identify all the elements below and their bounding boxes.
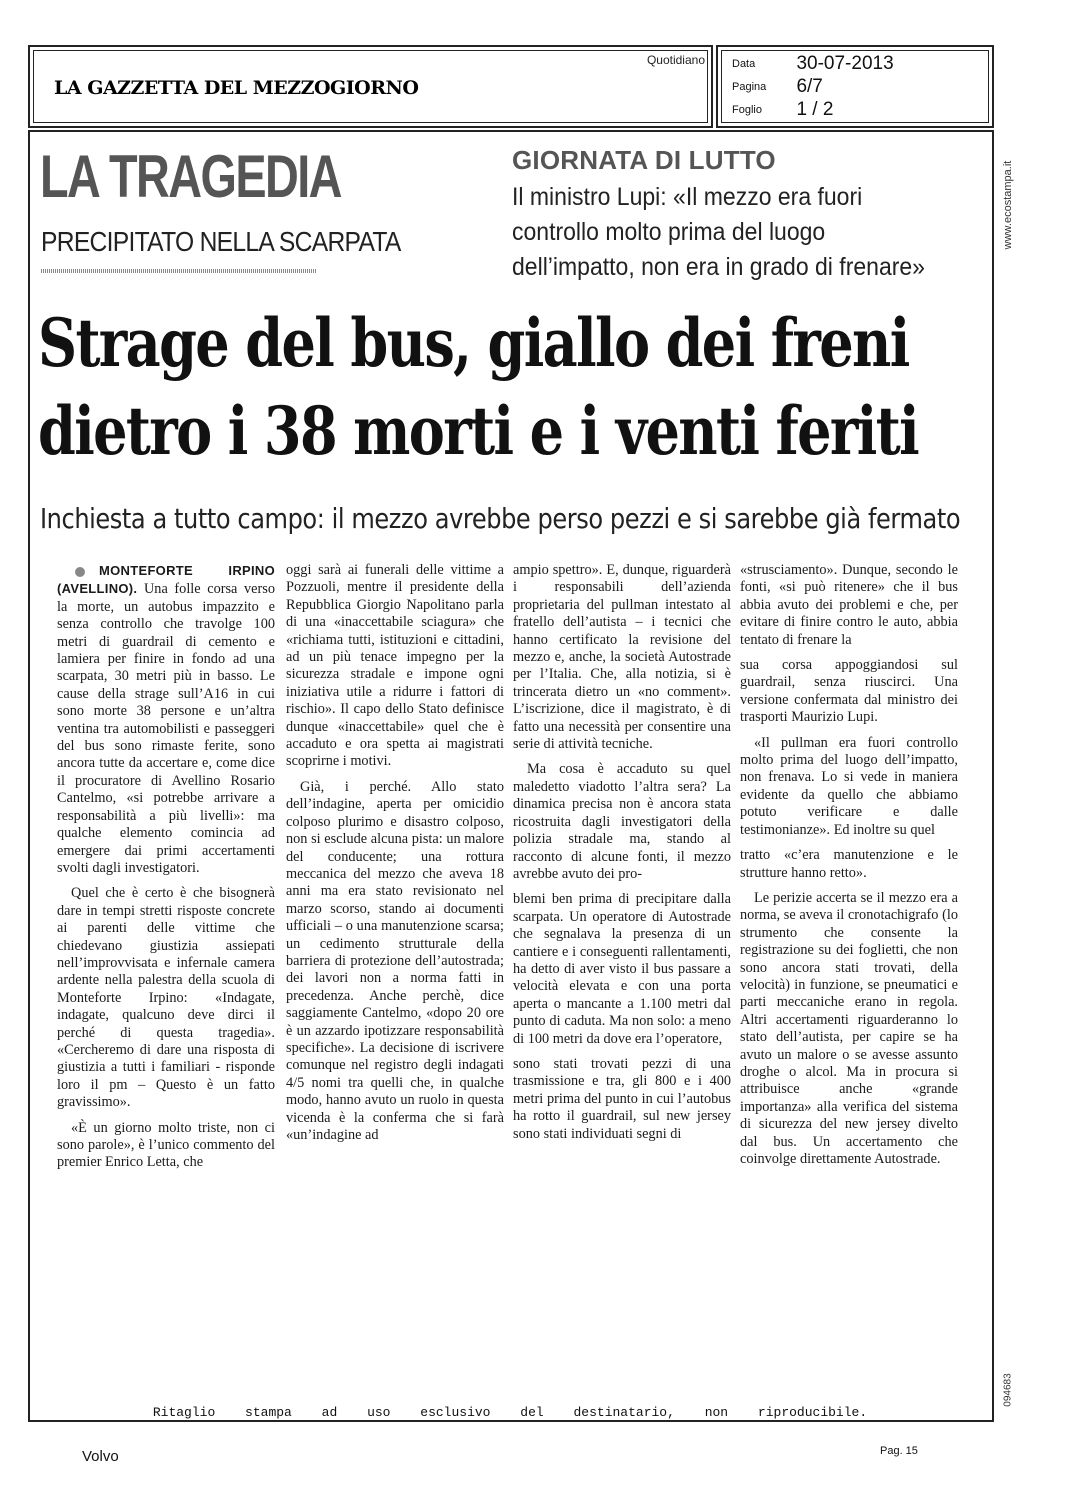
kicker-rule <box>41 269 317 273</box>
source-url <box>998 150 1018 260</box>
source-url-text: www.ecostampa.it <box>1002 160 1014 250</box>
clipping-code-text: 094683 <box>1002 1373 1014 1407</box>
section-kicker: LA TRAGEDIA <box>40 143 341 210</box>
masthead-box <box>28 45 713 128</box>
paragraph: Ma cosa è accaduto su quel maledetto viadotto l’altra sera? La dinamica precisa non è ancora stata ricostruita dagli investigatori della polizia stradale ma, stando al racconto di alcune fonti, il mezzo avrebbe avuto dei pro- <box>513 761 731 882</box>
article-summary: Inchiesta a tutto campo: il mezzo avrebbe perso pezzi e si sarebbe già fermato <box>40 502 961 535</box>
meta-row-page <box>732 76 823 98</box>
publication-type: Quotidiano <box>646 53 705 67</box>
paragraph: sua corsa appoggiandosi sul guardrail, senza riuscirci. Una versione confermata dal ministro dei trasporti Maurizio Lupi. <box>740 657 958 726</box>
article-column-2 <box>286 562 504 1144</box>
client-brand: Volvo <box>82 1448 119 1465</box>
meta-label: Data <box>732 58 756 70</box>
headline-line-1: Strage del bus, giallo dei freni <box>38 304 909 382</box>
side-kicker: GIORNATA DI LUTTO <box>512 145 776 175</box>
article-column-1 <box>57 562 275 1172</box>
paragraph: blemi ben prima di precipitare dalla scarpata. Un operatore di Autostrade che segnalava la presenza di un cantiere e i conseguenti rallentamenti, ha detto di aver visto il bus passare a velocità elevata e con una porta aperta o mancante a 1.100 metri dal punto di caduta. Ma non solo: a meno di 100 metri da dove era l’operatore, <box>513 891 731 1047</box>
newspaper-masthead: LA GAZZETTA DEL MEZZOGIORNO <box>54 77 419 99</box>
article-column-4 <box>740 562 958 1168</box>
paragraph: «È un giorno molto triste, non ci sono parole», è l’unico commento del premier Enrico Letta, che <box>57 1119 275 1171</box>
meta-value: 30-07-2013 <box>796 53 894 74</box>
meta-row-sheet <box>732 99 833 121</box>
section-subkicker: PRECIPITATO NELLA SCARPATA <box>41 226 401 257</box>
dateline: MONTEFORTE IRPINO (AVELLINO). <box>57 563 275 597</box>
page-number: Pag. 15 <box>880 1445 918 1457</box>
paragraph: Quel che è certo è che bisognerà dare in tempi stretti risposte concrete ai parenti delle vittime che chiedevano giustizia assiepati nell’improvvisata e infernale camera ardente nella palestra della scuola di Monteforte Irpino: «Indagate, indagate, qualcuno deve dirci il perché di questa tragedia». «Cercheremo di dare una risposta di giustizia a tutti i familiari - risponde loro il pm – Questo è un fatto gravissimo». <box>57 885 275 1111</box>
paragraph: Le perizie accerta se il mezzo era a norma, se aveva il cronotachigrafo (lo strumento che consente la registrazione su dei foglietti, che non sono ancora stati trovati, della velocità) in funzione, se pneumatici e parti meccaniche erano in regola. Altri accertamenti riguarderanno lo stato dell’autista, per capire se ha avuto un malore o se avesse assunto droghe o alcol. Ma in procura si attribuisce anche «grande importanza» alla verifica del sistema di sicurezza del new jersey divelto dal bus. Un accertamento che coinvolge direttamente Autostrade. <box>740 889 958 1167</box>
paragraph: ampio spettro». E, dunque, riguarderà i responsabili dell’azienda proprietaria del pullman intestato al fratello dell’autista – i tecnici che hanno certificato la revisione del mezzo e, anche, la società Autostrade per l’Italia. Che, alla notizia, si è trincerata dietro un «no comment». L’iscrizione, dice il magistrato, è di fatto una necessità per consentire una serie di attività tecniche. <box>513 562 731 753</box>
meta-value: 6/7 <box>796 76 823 97</box>
paragraph: Una folle corsa verso la morte, un autobus impazzito e senza controllo che travolge 100 metri di guardrail di cemento e lamiera per finire in fondo ad una scarpata, 30 metri più in basso. Le cause della strage sull’A16 in cui sono morte 38 persone e un’altra ventina tra automobilisti e passeggeri del bus sono rimaste ferite, sono ancora tutte da accertare e, come dice il procuratore di Avellino Rosario Cantelmo, «si potrebbe arrivare a responsabilità a più livelli»: ma qualche elemento comincia ad emergere dai primi accertamenti svolti dagli investigatori. <box>57 581 275 876</box>
paragraph: sono stati trovati pezzi di una trasmissione e tra, gli 800 e i 400 metri prima del punto in cui l’autobus ha rotto il guardrail, sul new jersey sono stati individuati segni di <box>513 1055 731 1142</box>
paragraph: Già, i perché. Allo stato dell’indagine, aperta per omicidio colposo plurimo e disastro colposo, non si esclude alcuna pista: un malore del conducente; una rottura meccanica del mezzo che aveva 18 anni ma era stato revisionato nel marzo scorso, stando ai documenti ufficiali – o una manutenzione scarsa; un cedimento strutturale della barriera di protezione dell’autostrada; dei lavori non a norma fatti in precedenza. Anche perchè, dice saggiamente Cantelmo, «dopo 20 ore è un azzardo ipotizzare responsabilità specifiche». La decisione di iscrivere comunque nel registro degli indagati 4/5 nomi tra quelli che, in qualche modo, hanno avuto un ruolo in questa vicenda è la conferma che si farà «un’indagine ad <box>286 778 504 1143</box>
paragraph: oggi sarà ai funerali delle vittime a Pozzuoli, mentre il presidente della Repubblica Giorgio Napolitano parla di una «inaccettabile sciagura» che «richiama tutti, istituzioni e cittadini, ad un più tenace impegno per la sicurezza stradale e impone ogni iniziativa utile a ridurre i fattori di rischio». Il capo dello Stato definisce dunque «inaccettabile» quel che è accaduto e ora spetta ai magistrati scoprirne i motivi. <box>286 562 504 770</box>
paragraph: «strusciamento». Dunque, secondo le fonti, «si può ritenere» che il bus abbia avuto dei problemi e che, per evitare di finire contro le auto, abbia tentato di frenare la <box>740 562 958 648</box>
meta-value: 1 / 2 <box>796 99 834 120</box>
metadata-box <box>716 45 994 128</box>
headline-line-2: dietro i 38 morti e i venti feriti <box>38 392 919 470</box>
article-column-3 <box>513 562 731 1143</box>
side-quote: Il ministro Lupi: «Il mezzo era fuori controllo molto prima del luogo dell’impatto, non era in grado di frenare» <box>512 183 925 281</box>
bullet-icon <box>75 567 85 577</box>
paragraph: tratto «c’era manutenzione e le strutture hanno retto». <box>740 847 958 881</box>
paragraph: «Il pullman era fuori controllo molto prima del luogo dell’impatto, non frenava. Lo si vede in maniera evidente da quello che abbiamo potuto verificare e dalle testimonianze». Ed inoltre su quel <box>740 734 958 838</box>
meta-row-date <box>732 53 894 75</box>
meta-label: Foglio <box>732 104 762 116</box>
clipping-disclaimer: Ritaglio stampa ad uso esclusivo del destinatario, non riproducibile. <box>152 1405 868 1420</box>
meta-label: Pagina <box>732 81 767 93</box>
